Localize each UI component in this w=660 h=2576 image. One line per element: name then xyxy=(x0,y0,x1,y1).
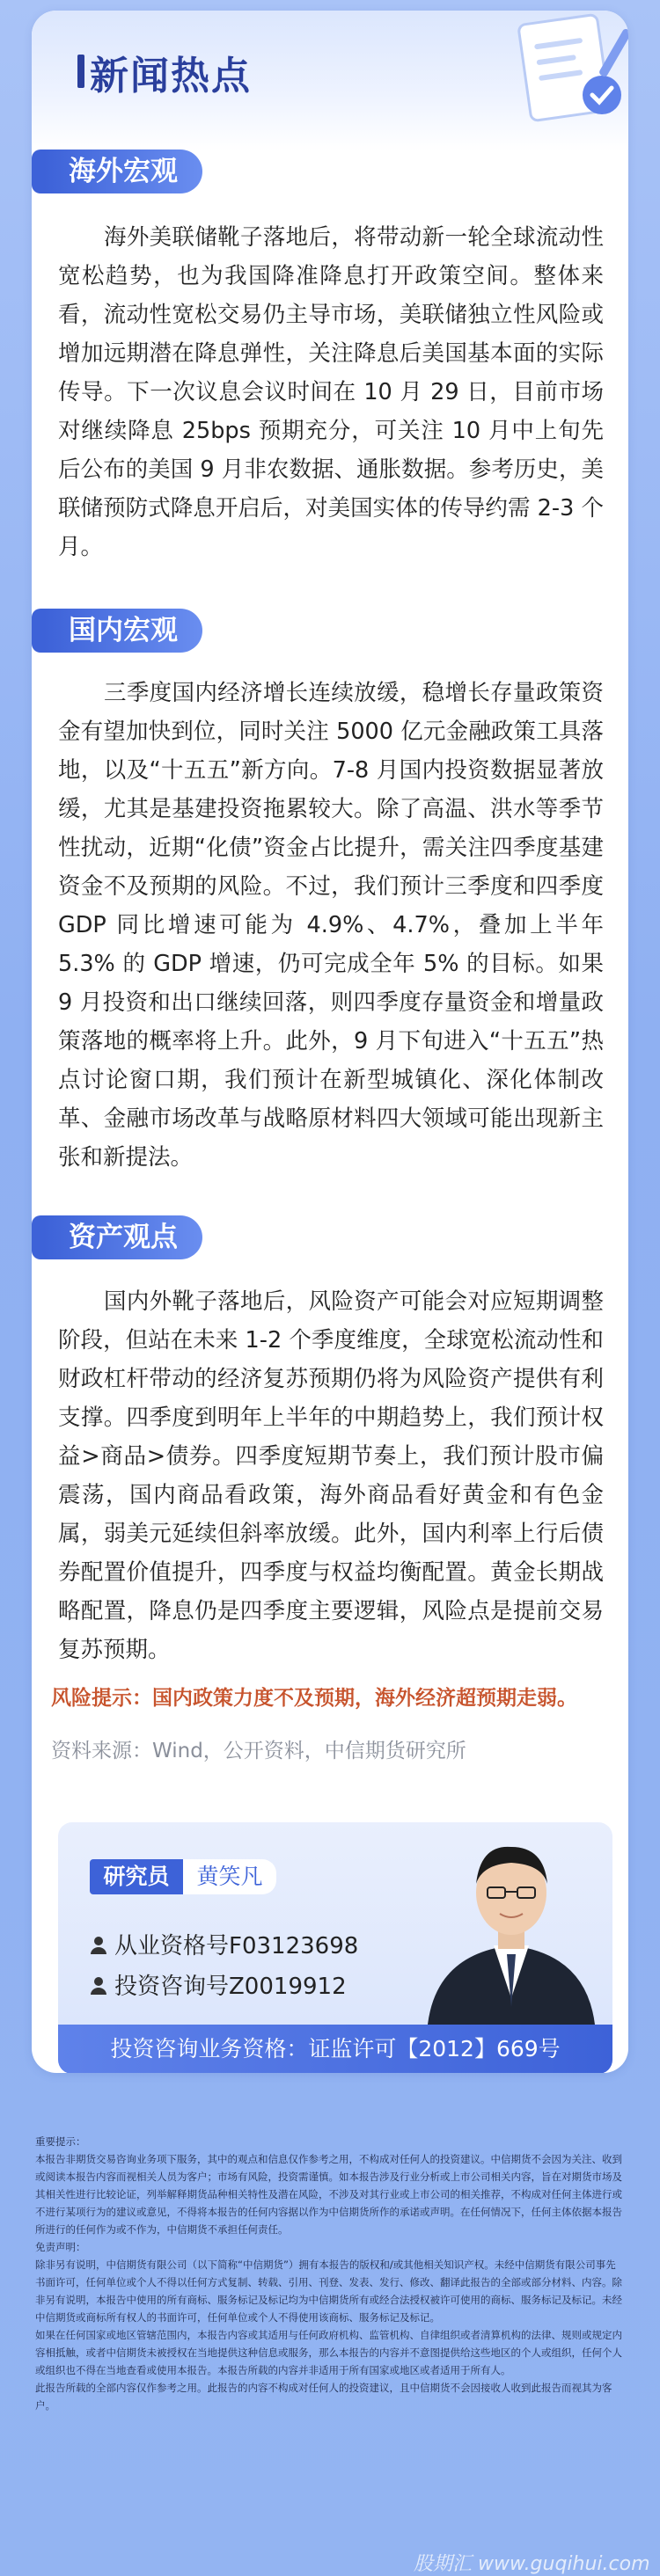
document-check-icon xyxy=(489,11,628,134)
section-tag-domestic-macro: 国内宏观 xyxy=(44,609,202,653)
section-text-domestic-macro: 三季度国内经济增长连续放缓，稳增长存量政策资金有望加快到位，同时关注 5000 亿元金融政策工具落地，以及“十五五”新方向。7-8 月国内投资数据显著放缓，尤其是基建投资拖累较大。除了高温、洪水等季节性扰动，近期“化债”资金占比提升，需关注四季度基建资金不及预期的风险。不过，我们预计三季度和四季度 GDP 同比增速可能为 4.9%、4.7%，叠加上半年 5.3% 的 GDP 增速，仍可完成全年 5% 的目标。如果 9 月投资和出口继续回落，则四季度存量资金和增量政策落地的概率将上升。此外，9 月下旬进入“十五五”热点讨论窗口期，我们预计在新型城镇化、深化体制改革、金融市场改革与战略原材料四大领域可能出现新主张和新提法。 xyxy=(58,680,604,1171)
risk-warning: 风险提示：国内政策力度不及预期，海外经济超预期走弱。 xyxy=(51,1687,577,1710)
data-source: 资料来源：Wind，公开资料，中信期货研究所 xyxy=(51,1740,466,1762)
researcher-name: 黄笑凡 xyxy=(183,1859,276,1894)
section-text-asset-view: 国内外靴子落地后，风险资产可能会对应短期调整阶段，但站在未来 1-2 个季度维度，全球宽松流动性和财政杠杆带动的经济复苏预期仍将为风险资产提供有利支撑。四季度到明年上半年的中期趋势上，我们预计权益>商品>债券。四季度短期节奏上，我们预计股市偏震荡，国内商品看政策，海外商品看好黄金和有色金属，弱美元延续但斜率放缓。此外，国内利率上行后债券配置价值提升，四季度与权益均衡配置。黄金长期战略配置，降息仍是四季度主要逻辑，风险点是提前交易复苏预期。 xyxy=(58,1288,604,1663)
person-icon xyxy=(90,1976,107,1996)
news-card xyxy=(32,11,628,2073)
consulting-number: 投资咨询号Z0019912 xyxy=(114,1974,347,2000)
disclaimer-block xyxy=(35,2133,625,2414)
researcher-card xyxy=(58,1822,612,2073)
certificate-line-1 xyxy=(90,1928,358,1960)
person-icon xyxy=(90,1936,107,1955)
watermark: 股期汇 www.guqihui.com xyxy=(414,2553,650,2575)
researcher-portrait xyxy=(410,1822,612,2025)
section-tag-overseas-macro: 海外宏观 xyxy=(44,150,202,193)
section-text-overseas-macro: 海外美联储靴子落地后，将带动新一轮全球流动性宽松趋势，也为我国降准降息打开政策空间。整体来看，流动性宽松交易仍主导市场，美联储独立性风险或增加远期潜在降息弹性，关注降息后美国基本面的实际传导。下一次议息会议时间在 10 月 29 日，目前市场对继续降息 25bps 预期充分，可关注 10 月中上旬先后公布的美国 9 月非农数据、通胀数据。参考历史，美联储预防式降息开启后，对美国实体的传导约需 2-3 个月。 xyxy=(58,224,604,560)
section-tag-asset-view: 资产观点 xyxy=(44,1215,202,1259)
disclaimer-paragraph: 如果在任何国家或地区管辖范围内，本报告内容或其适用与任何政府机构、监管机构、自律组织或者清算机构的法律、规则或规定内容相抵触，或者中信期货未被授权在当地提供这种信息或服务，那么本报告的内容并不意图提供给这些地区的个人或组织，任何个人或组织也不得在当地查看或使用本报告。本报告所载的内容并非适用于所有国家或地区或者适用于所有人。 xyxy=(35,2329,622,2376)
disclaimer-paragraph: 此报告所载的全部内容仅作参考之用。此报告的内容不构成对任何人的投资建议，且中信期货不会因接收人收到此报告而视其为客户。 xyxy=(35,2382,612,2412)
qualification-number: 从业资格号F03123698 xyxy=(114,1933,359,1959)
license-banner: 投资咨询业务资格：证监许可【2012】669号 xyxy=(58,2025,612,2073)
page-title: 新闻热点 xyxy=(90,54,252,99)
disclaimer-paragraph: 本报告非期货交易咨询业务项下服务，其中的观点和信息仅作参考之用，不构成对任何人的投资建议。中信期货不会因为关注、收到或阅读本报告内容而视相关人员为客户；市场有风险，投资需谨慎。如本报告涉及行业分析或上市公司相关内容，旨在对期货市场及其相关性进行比较论证，列举解释期货品种相关特性及潜在风险，不涉及对其行业或上市公司的相关推荐，不构成对任何主体进行或不进行某项行为的建议或意见，不得将本报告的任何内容据以作为中信期货所作的承诺或声明。在任何情况下，任何主体依据本报告所进行的任何作为或不作为，中信期货不承担任何责任。 xyxy=(35,2153,622,2236)
certificate-line-2 xyxy=(90,1968,347,2001)
disclaimer-paragraph: 除非另有说明，中信期货有限公司（以下简称“中信期货”）拥有本报告的版权和/或其他相关知识产权。未经中信期货有限公司事先书面许可，任何单位或个人不得以任何方式复制、转载、引用、刊登、发表、发行、修改、翻译此报告的全部或部分材料、内容。除非另有说明，本报告中使用的所有商标、服务标记及标记均为中信期货所有或经合法授权被许可使用的商标、服务标记及标记。未经中信期货或商标所有权人的书面许可，任何单位或个人不得使用该商标、服务标记及标记。 xyxy=(35,2259,622,2324)
title-bar-decoration xyxy=(77,55,84,88)
researcher-role-badge: 研究员 xyxy=(90,1859,183,1894)
disclaimer-heading-exemption: 免责声明： xyxy=(35,2241,86,2253)
disclaimer-heading-important: 重要提示： xyxy=(35,2135,86,2148)
